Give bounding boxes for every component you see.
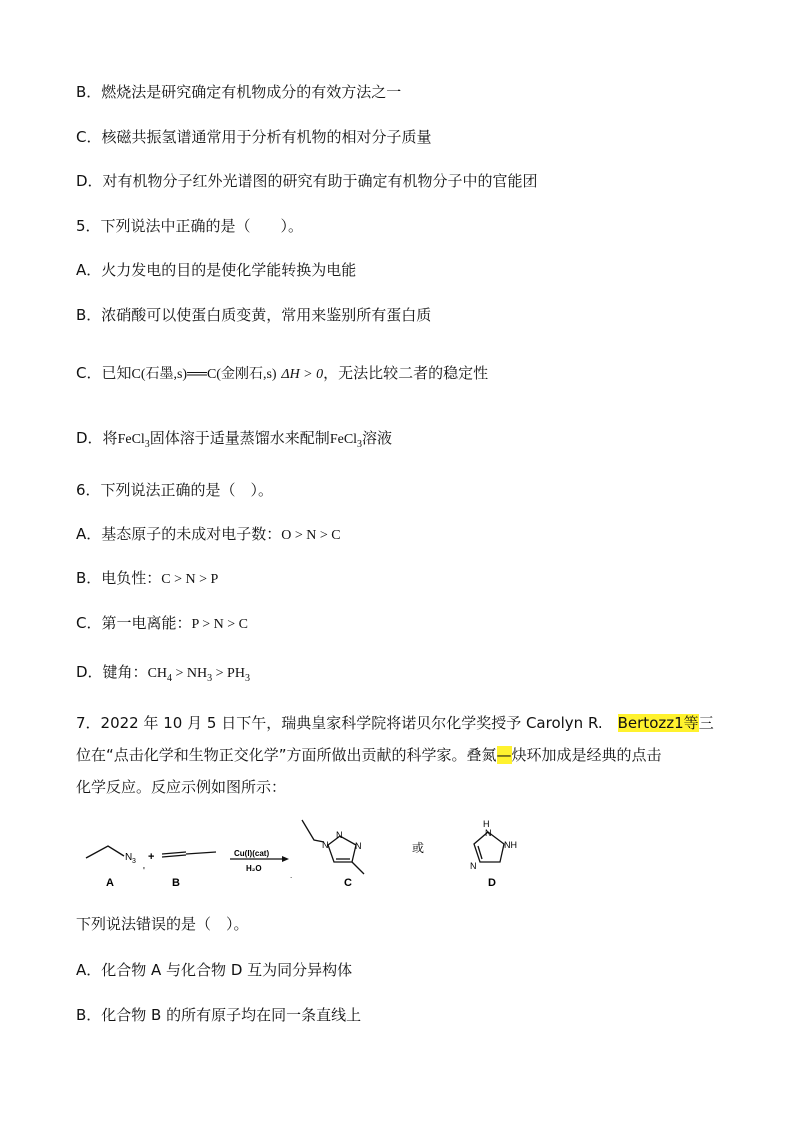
q6-option-c: C．第一电离能：P > N > C — [76, 614, 248, 632]
question-5: 5．下列说法中正确的是（ ）。 — [76, 217, 304, 235]
q5-option-c — [76, 363, 488, 385]
q6-option-b: B．电负性：C > N > P — [76, 569, 219, 587]
dot-mark: . — [290, 871, 293, 880]
plus-sign: + — [148, 851, 155, 863]
highlight-bertozzi: Bertozz1 — [617, 714, 684, 732]
compound-b — [162, 852, 216, 857]
q5d-suffix: 溶液 — [362, 429, 393, 447]
option-d-ir: D．对有机物分子红外光谱图的研究有助于确定有机物分子中的官能团 — [76, 172, 538, 190]
catalyst-label: Cu(I)(cat) — [234, 849, 270, 858]
question-7-line-2: 位在“点击化学和生物正交化学”方面所做出贡献的科学家。叠氮—炔环加成是经典的点击 — [76, 746, 662, 764]
q7-option-a: A．化合物 A 与化合物 D 互为同分异构体 — [76, 961, 353, 979]
question-7-stem: 下列说法错误的是（ ）。 — [76, 915, 249, 933]
azide-n: N — [125, 852, 133, 863]
compound-a — [86, 846, 124, 858]
q5-option-a: A．火力发电的目的是使化学能转换为电能 — [76, 261, 357, 279]
or-label: 或 — [412, 841, 425, 855]
azide-sub: 3 — [132, 858, 136, 865]
d-nh-right: NH — [504, 840, 517, 850]
d-n-top: N — [485, 828, 492, 838]
tick-mark: ' — [143, 866, 145, 877]
q5-option-b: B．浓硝酸可以使蛋白质变黄，常用来鉴别所有蛋白质 — [76, 306, 432, 324]
label-b: B — [172, 877, 180, 889]
c-n3: N — [355, 841, 362, 851]
c-n2: N — [336, 830, 343, 840]
d-nh-top: H — [483, 819, 490, 829]
c-n1: N — [322, 840, 329, 850]
fecl3-formula-1: FeCl$_3$ — [117, 432, 150, 450]
q7-option-b: B．化合物 B 的所有原子均在同一条直线上 — [76, 1006, 362, 1024]
option-c-nmr: C．核磁共振氢谱通常用于分析有机物的相对分子质量 — [76, 128, 432, 146]
label-d: D — [488, 877, 496, 889]
q6b-formula: C > N > P — [161, 572, 219, 587]
q6d-formula: $CH_4 > NH_3 > PH_3$ — [147, 666, 250, 684]
q6a-formula: O > N > C — [281, 528, 341, 543]
highlight-dash: — — [496, 746, 512, 764]
enthalpy: ΔH > 0 — [281, 367, 324, 382]
q5d-prefix: D．将 — [76, 429, 118, 447]
diamond-formula: C(金刚石,s) — [206, 367, 277, 382]
highlight-deng: 等 — [683, 714, 699, 732]
question-7-line-3: 化学反应。反应示例如图所示： — [76, 778, 287, 796]
solvent-label: H₂O — [246, 864, 262, 873]
q5c-prefix: C．已知 — [76, 364, 132, 382]
question-7-line-1: 7．2022 年 10 月 5 日下午，瑞典皇家科学院将诺贝尔化学奖授予 Carolyn R. Bertozz1等三 — [76, 714, 714, 732]
label-c: C — [344, 877, 352, 889]
reaction-scheme — [76, 812, 536, 892]
q5c-suffix: ，无法比较二者的稳定性 — [323, 364, 489, 382]
q6-option-d: D．键角：$CH_4 > NH_3 > PH_3$ — [76, 663, 250, 684]
q6-option-a: A．基态原子的未成对电子数：O > N > C — [76, 525, 341, 543]
question-6: 6．下列说法正确的是（ ）。 — [76, 481, 274, 499]
q5-option-d — [76, 428, 392, 455]
arrow-head — [282, 856, 289, 862]
q5d-mid: 固体溶于适量蒸馏水来配制 — [149, 429, 330, 447]
fecl3-formula-2: FeCl$_3$ — [329, 432, 363, 450]
option-b-combustion: B．燃烧法是研究确定有机物成分的有效方法之一 — [76, 83, 402, 101]
graphite-formula: C(石墨,s) — [131, 367, 188, 382]
label-a: A — [106, 877, 114, 889]
q6c-formula: P > N > C — [191, 617, 248, 632]
equal-sign: ══ — [187, 367, 207, 382]
d-n-left: N — [470, 861, 477, 871]
